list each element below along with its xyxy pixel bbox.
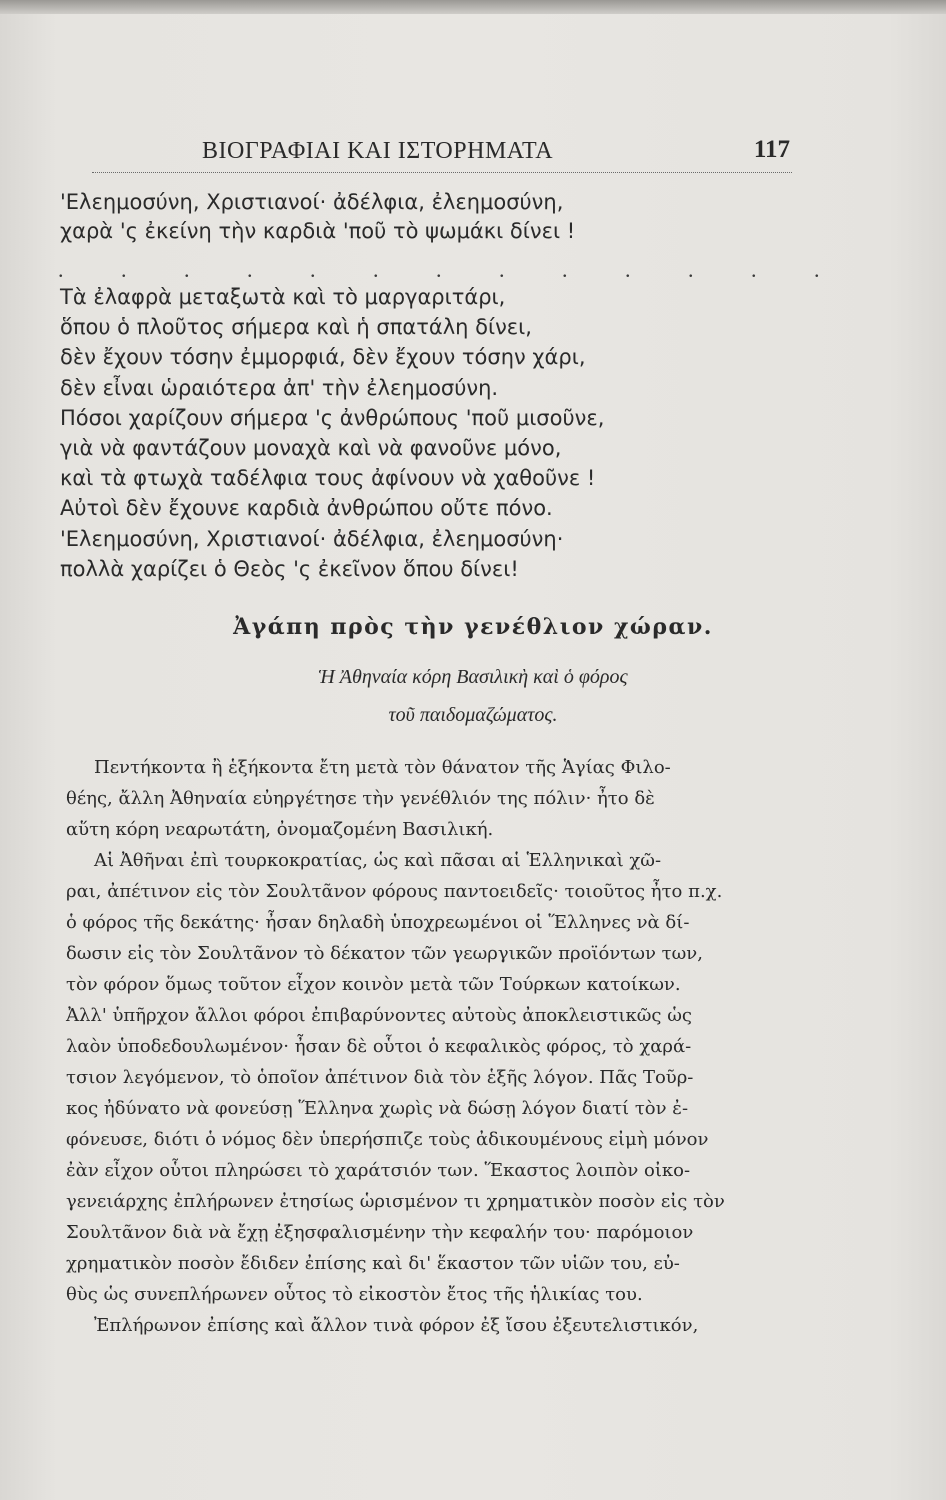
- running-title: ΒΙΟΓΡΑΦΙΑΙ ΚΑΙ ΙΣΤΟΡΗΜΑΤΑ: [202, 138, 554, 164]
- body-line: δωσιν εἰς τὸν Σουλτᾶνον τὸ δέκατον τῶν γεωργικῶν προϊόντων των,: [66, 943, 703, 964]
- body-line: ὁ φόρος τῆς δεκάτης· ἦσαν δηλαδὴ ὑποχρεωμένοι οἱ Ἕλληνες νὰ δί-: [66, 912, 690, 933]
- body-line: Ἐπλήρωνον ἐπίσης καὶ ἄλλον τινὰ φόρον ἐξ ἴσου ἐξευτελιστικόν,: [94, 1315, 699, 1336]
- body-line: Σουλτᾶνον διὰ νὰ ἔχῃ ἐξησφαλισμένην τὴν κεφαλήν του· παρόμοιον: [66, 1222, 694, 1243]
- body-line: ραι, ἀπέτινον εἰς τὸν Σουλτᾶνον φόρους παντοειδεῖς· τοιοῦτος ἦτο π.χ.: [66, 881, 723, 902]
- body-line: Ἀλλ' ὑπῆρχον ἄλλοι φόροι ἐπιβαρύνοντες αὐτοὺς ἀποκλειστικῶς ὡς: [66, 1005, 692, 1026]
- body-line: λαὸν ὑποδεδουλωμένον· ἦσαν δὲ οὗτοι ὁ κεφαλικὸς φόρος, τὸ χαρά-: [66, 1036, 692, 1057]
- body-line: φόνευσε, διότι ὁ νόμος δὲν ὑπερήσπιζε τοὺς ἀδικουμένους εἰμὴ μόνον: [66, 1129, 709, 1150]
- body-line: θὺς ὡς συνεπλήρωνεν οὗτος τὸ εἰκοστὸν ἔτος τῆς ἡλικίας του.: [66, 1284, 643, 1305]
- poem-line: 'Ελεημοσύνη, Χριστιανοί· ἀδέλφια, ἐλεημοσύνη,: [60, 190, 564, 214]
- poem-line: δὲν εἶναι ὡραιότερα ἀπ' τὴν ἐλεημοσύνη.: [60, 375, 499, 400]
- poem-line: 'Ελεημοσύνη, Χριστιανοί· ἀδέλφια, ἐλεημοσύνη·: [60, 526, 564, 551]
- body-paragraphs: [66, 752, 796, 1341]
- section-heading: Ἀγάπη πρὸς τὴν γενέθλιον χώραν.: [233, 614, 713, 640]
- body-line: ἐὰν εἶχον οὗτοι πληρώσει τὸ χαράτσιόν των. Ἕκαστος λοιπὸν οἰκο-: [66, 1160, 691, 1181]
- body-line: Αἱ Ἀθῆναι ἐπὶ τουρκοκρατίας, ὡς καὶ πᾶσαι αἱ Ἑλληνικαὶ χῶ-: [94, 850, 662, 871]
- section-subtitle-line1: Ἡ Ἀθηναία κόρη Βασιλικὴ καὶ ὁ φόρος: [318, 666, 628, 688]
- body-line: τὸν φόρον ὅμως τοῦτον εἶχον κοινὸν μετὰ τῶν Τούρκων κατοίκων.: [66, 974, 681, 995]
- body-line: χρηματικὸν ποσὸν ἔδιδεν ἐπίσης καὶ δι' ἕκαστον τῶν υἱῶν του, εὐ-: [66, 1253, 680, 1274]
- body-line: αὕτη κόρη νεαρωτάτη, ὀνομαζομένη Βασιλική.: [66, 819, 494, 840]
- poem-line: καὶ τὰ φτωχὰ ταδέλφια τους ἀφίνουν νὰ χαθοῦνε !: [60, 466, 596, 491]
- poem-main: [60, 282, 780, 584]
- poem-intro: [60, 188, 780, 246]
- poem-line: γιὰ νὰ φαντάζουν μοναχὰ καὶ νὰ φανοῦνε μόνο,: [60, 436, 562, 461]
- body-line: γενειάρχης ἐπλήρωνεν ἐτησίως ὡρισμένον τι χρηματικὸν ποσὸν εἰς τὸν: [66, 1191, 725, 1212]
- poem-line: Πόσοι χαρίζουν σήμερα 'ς ἀνθρώπους 'ποῦ μισοῦνε,: [60, 405, 605, 430]
- ellipsis-divider: . . . . . . . . . . . . .: [58, 257, 846, 282]
- poem-line: Αὐτοὶ δὲν ἔχουνε καρδιὰ ἀνθρώπου οὔτε πόνο.: [60, 496, 553, 521]
- body-line: κος ἠδύνατο νὰ φονεύσῃ Ἕλληνα χωρὶς νὰ δώσῃ λόγον διατί τὸν ἐ-: [66, 1098, 689, 1119]
- poem-line: χαρὰ 'ς ἐκείνη τὴν καρδιὰ 'ποῦ τὸ ψωμάκι δίνει !: [60, 219, 576, 243]
- section-subtitle-line2: τοῦ παιδομαζώματος.: [388, 704, 558, 726]
- body-line: τσιον λεγόμενον, τὸ ὁποῖον ἀπέτινον διὰ τὸν ἑξῆς λόγον. Πᾶς Τοῦρ-: [66, 1067, 694, 1088]
- poem-line: ὅπου ὁ πλοῦτος σήμερα καὶ ἡ σπατάλη δίνει,: [60, 315, 532, 340]
- body-line: θέης, ἄλλη Ἀθηναία εὐηργέτησε τὴν γενέθλιόν της πόλιν· ἦτο δὲ: [66, 788, 655, 809]
- page-number: 117: [753, 136, 790, 163]
- running-header: [92, 128, 792, 173]
- poem-line: πολλὰ χαρίζει ὁ Θεὸς 'ς ἐκεῖνον ὅπου δίνει!: [60, 556, 519, 581]
- page-top-edge: [0, 0, 946, 14]
- body-line: Πεντήκοντα ἢ ἑξήκοντα ἔτη μετὰ τὸν θάνατον τῆς Ἁγίας Φιλο-: [94, 757, 671, 778]
- poem-line: Τὰ ἐλαφρὰ μεταξωτὰ καὶ τὸ μαργαριτάρι,: [60, 285, 506, 309]
- poem-line: δὲν ἔχουν τόσην ἐμμορφιά, δὲν ἔχουν τόσην χάρι,: [60, 345, 586, 370]
